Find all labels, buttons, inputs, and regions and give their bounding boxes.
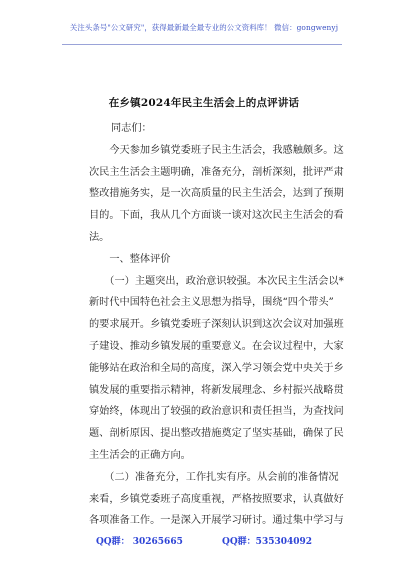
- body-line: 新时代中国特色社会主义思想为指导，围绕“四个带头”: [89, 297, 334, 309]
- footer-qq-group-1: QQ群： 30265665: [95, 537, 183, 547]
- body-line: 来看，乡镇党委班子高度重视，严格按照要求，认真做好: [89, 493, 344, 505]
- body-line: （二）准备充分，工作扎实有序。从会前的准备情况: [89, 471, 339, 483]
- body-line: 同志们：: [111, 123, 152, 134]
- section-heading: 一、整体评价: [89, 253, 171, 265]
- footer-qq-group-2: QQ群：535304092: [222, 537, 313, 547]
- body-line: （一）主题突出，政治意识较强。本次民主生活会以*: [89, 275, 344, 287]
- footer: [0, 534, 408, 547]
- body-line: 次民主生活会主题明确，准备充分，剖析深刻，批评严肃: [89, 166, 344, 178]
- body-line: 能够站在政治和全局的高度，深入学习领会党中央关于乡: [89, 362, 344, 374]
- body-line: 今天参加乡镇党委班子民主生活会，我感触颇多。这: [89, 144, 344, 156]
- body-line: 目的。下面，我从几个方面谈一谈对这次民主生活会的看: [89, 210, 344, 222]
- body-line: 法。: [89, 231, 110, 243]
- body-line: 题、剖析原因、提出整改措施奠定了坚实基础，确保了民: [89, 428, 344, 440]
- body-line: 各项准备工作。一是深入开展学习研讨。通过集中学习与: [89, 515, 344, 527]
- body-line: 镇发展的重要指示精神，将新发展理念、乡村振兴战略贯: [89, 384, 344, 396]
- document-body: [89, 118, 345, 532]
- body-line: 子建设、推动乡镇发展的重要意义。在会议过程中，大家: [89, 340, 344, 352]
- header-banner: 关注头条号"公文研究"，获得最新最全最专业的公文资料库！ 微信：gongwenyj: [69, 23, 339, 32]
- body-line: 主生活会的正确方向。: [89, 449, 191, 461]
- body-line: 的要求展开。乡镇党委班子深刻认识到这次会议对加强班: [89, 319, 344, 331]
- body-line: 穿始终，体现出了较强的政治意识和责任担当，为查找问: [89, 406, 344, 418]
- document-title: 在乡镇2024年民主生活会上的点评讲话: [108, 97, 300, 109]
- body-line: 整改措施务实，是一次高质量的民主生活会，达到了预期: [89, 188, 344, 200]
- header-divider: [62, 44, 342, 45]
